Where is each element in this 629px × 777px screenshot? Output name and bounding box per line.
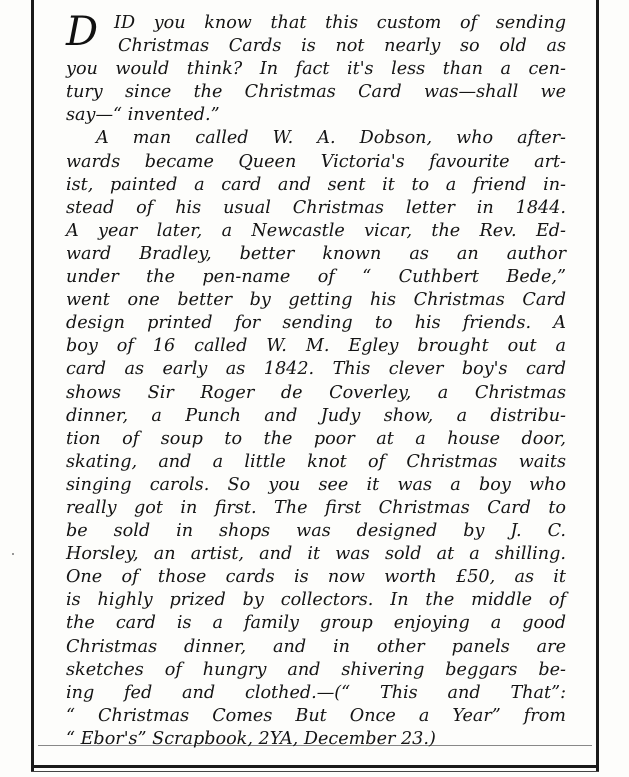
article-line: ing fed and clothed.—(“ This and That”: [66, 682, 566, 703]
article-line: A man called W. A. Dobson, who after- [96, 128, 566, 149]
article-line: Christmas Cards is not nearly so old as [118, 36, 566, 57]
article-line: the card is a family group enjoying a good [66, 613, 566, 634]
article-line: ist, painted a card and sent it to a friend in- [66, 174, 566, 195]
article-line: sketches of hungry and shivering beggars be- [66, 659, 566, 680]
article-line: A year later, a Newcastle vicar, the Rev. Ed- [66, 220, 566, 241]
article-line: singing carols. So you see it was a boy who [66, 474, 566, 495]
article-line: boy of 16 called W. M. Egley brought out a [66, 336, 566, 357]
article-line: you would think? In fact it's less than a cen- [66, 59, 566, 80]
article-line: dinner, a Punch and Judy show, a distribu- [66, 405, 566, 426]
border-right-rule [596, 0, 599, 772]
article-line: “ Christmas Comes But Once a Year” from [66, 705, 566, 726]
article-line: “ Ebor's” Scrapbook, 2YA, December 23.) [66, 728, 436, 749]
article-line: stead of his usual Christmas letter in 1844. [66, 197, 566, 218]
article-body [66, 9, 566, 751]
article-line: tury since the Christmas Card was—shall we [66, 82, 566, 103]
article-line: shows Sir Roger de Coverley, a Christmas [66, 382, 566, 403]
print-speck [12, 553, 14, 555]
border-bottom-thin-rule [31, 771, 599, 772]
article-line: really got in first. The first Christmas Card to [66, 497, 566, 518]
article-line: Christmas dinner, and in other panels are [66, 636, 566, 657]
drop-cap: D [66, 9, 99, 55]
opening-paragraph [66, 9, 566, 58]
article-line: ID you know that this custom of sending [114, 13, 566, 33]
article-line: tion of soup to the poor at a house door, [66, 428, 566, 449]
border-left-rule [31, 0, 34, 772]
article-line: say—“ invented.” [66, 105, 220, 126]
article-line: be sold in shops was designed by J. C. [66, 521, 566, 542]
article-line: ward Bradley, better known as an author [66, 243, 566, 264]
border-bottom-rule [31, 765, 599, 768]
article-line: is highly prized by collectors. In the middle of [66, 590, 566, 611]
article-line: under the pen-name of “ Cuthbert Bede,” [66, 267, 566, 288]
article-line: went one better by getting his Christmas Card [66, 290, 566, 311]
article-line: One of those cards is now worth £50, as it [66, 567, 566, 588]
article-line: wards became Queen Victoria's favourite art- [66, 151, 566, 172]
article-line: skating, and a little knot of Christmas waits [66, 451, 566, 472]
article-line: card as early as 1842. This clever boy's card [66, 359, 566, 380]
article-line: Horsley, an artist, and it was sold at a shilling. [66, 544, 566, 565]
article-line: design printed for sending to his friends. A [66, 313, 566, 334]
